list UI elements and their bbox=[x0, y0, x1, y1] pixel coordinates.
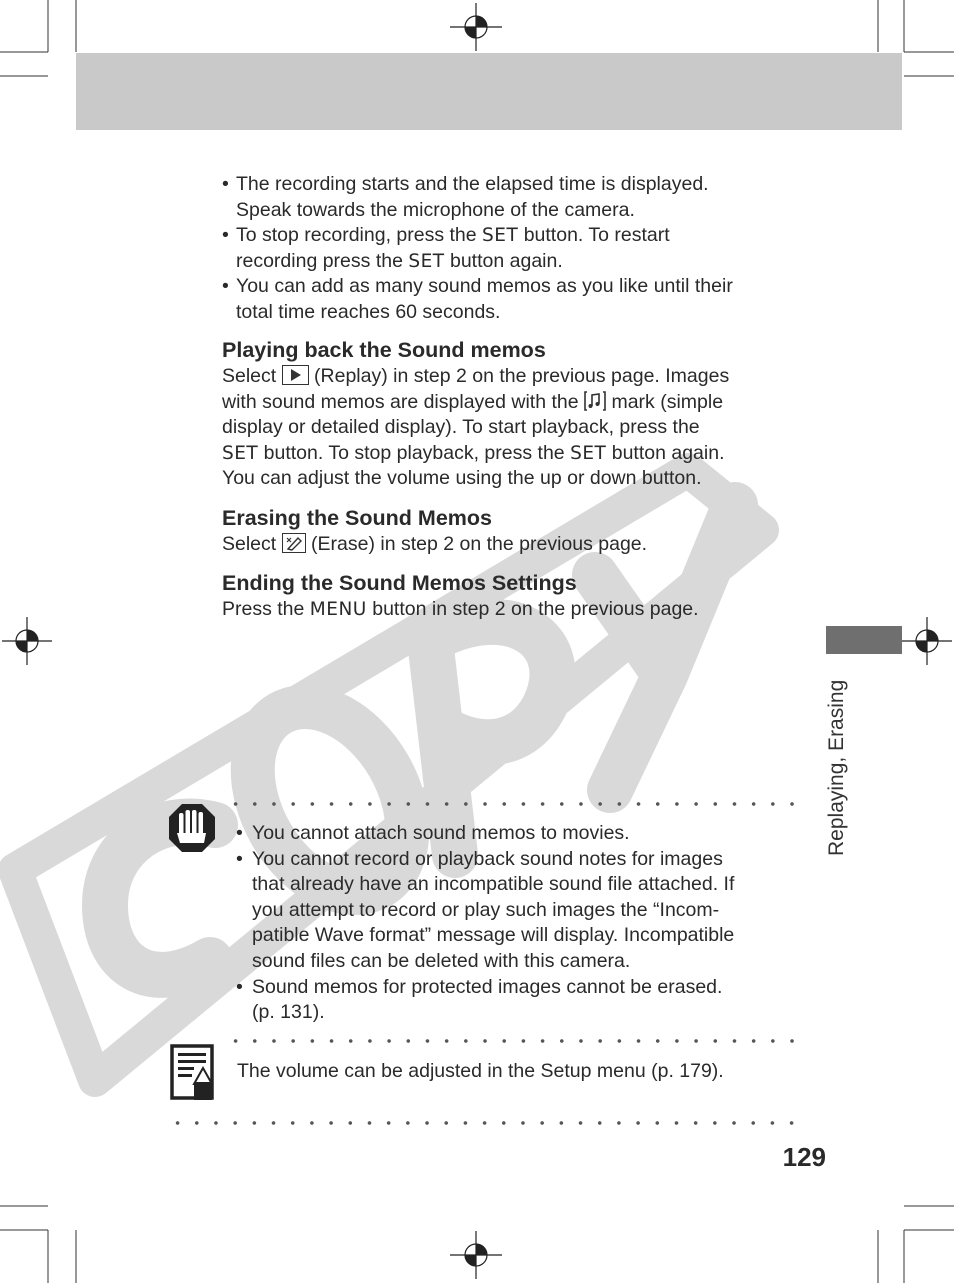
list-item: • You cannot record or playback sound notes for images that already have an incompatible sound file attached. If you attempt to record or play such images the “Incom- patible Wave format” message will display. Incompatible sound files can be deleted with this camera. bbox=[236, 847, 802, 975]
list-item: • The recording starts and the elapsed time is displayed. Speak towards the microphone of the camera. bbox=[222, 172, 802, 223]
section-heading: Playing back the Sound memos bbox=[222, 338, 546, 362]
note-text: The volume can be adjusted in the Setup menu (p. 179). bbox=[237, 1060, 724, 1082]
section-heading: Erasing the Sound Memos bbox=[222, 505, 492, 530]
set-button-label: SET bbox=[222, 442, 259, 464]
set-button-label: SET bbox=[408, 250, 445, 272]
list-item: • You cannot attach sound memos to movies. bbox=[236, 821, 802, 847]
list-item: • Sound memos for protected images cannot be erased. (p. 131). bbox=[236, 975, 802, 1026]
section-body: Select (Erase) in step 2 on the previous page. bbox=[222, 532, 648, 555]
section-body: Press the MENU button in step 2 on the previous page. bbox=[222, 598, 699, 620]
list-item: • To stop recording, press the SET button. To restart recording press the SET button again. bbox=[222, 223, 802, 274]
section-heading: Ending the Sound Memos Settings bbox=[222, 571, 577, 595]
set-button-label: SET bbox=[482, 225, 519, 246]
side-section-label: Replaying, Erasing bbox=[825, 679, 848, 856]
section-body: Select (Replay) in step 2 on the previous page. Images with sound memos are displayed with the mark (simple display or detailed display). To start playback, press the SET button. To stop playback, press the SET button again. You can adjust the volume using the up or down button. bbox=[222, 365, 730, 489]
menu-button-label: MENU bbox=[309, 599, 367, 620]
set-button-label: SET bbox=[570, 442, 607, 464]
page-number: 129 bbox=[782, 1142, 826, 1172]
list-item: • You can add as many sound memos as you like until their total time reaches 60 seconds. bbox=[222, 274, 802, 325]
